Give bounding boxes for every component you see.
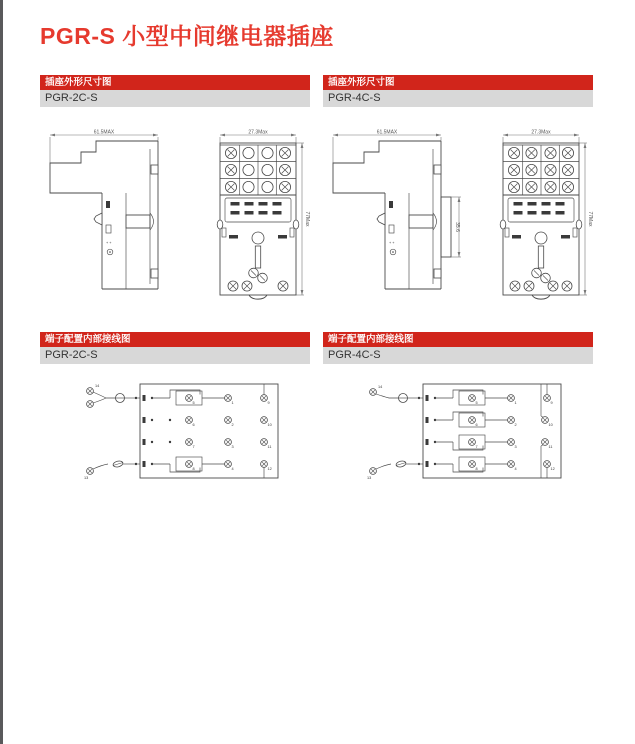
wiring-schematic-4c [367, 384, 561, 480]
wiring-svg-4c [323, 374, 593, 492]
wiring-diagram-4c [323, 374, 593, 504]
model-label-outline-left: PGR-2C-S [40, 90, 310, 107]
dim-overall-width: 61.5MAX [376, 129, 398, 136]
wiring-schematic-2c [84, 384, 278, 480]
svg-text:4: 4 [231, 467, 234, 471]
model-label-wiring-right: PGR-4C-S [323, 347, 593, 364]
svg-text:1: 1 [514, 401, 517, 405]
section-header-outline-left: 插座外形尺寸图 [40, 75, 310, 90]
dim-plug-depth: 35.6 [454, 222, 460, 232]
model-label-wiring-left: PGR-2C-S [40, 347, 310, 364]
svg-text:5: 5 [192, 401, 195, 405]
dim-overall-width: 61.5MAX [93, 129, 115, 136]
svg-text:8: 8 [192, 467, 195, 471]
column-pgr-2c-s [40, 75, 310, 504]
svg-text:2: 2 [231, 423, 234, 427]
svg-text:12: 12 [550, 467, 555, 471]
coil-terminal-14-label: 14 [95, 384, 100, 388]
svg-text:4: 4 [514, 467, 517, 471]
svg-text:7: 7 [475, 445, 478, 449]
svg-text:+ +: + + [106, 241, 112, 245]
svg-text:5: 5 [475, 401, 478, 405]
svg-text:9: 9 [267, 401, 270, 405]
svg-text:11: 11 [267, 445, 272, 449]
svg-text:6: 6 [475, 423, 478, 427]
wiring-svg-2c [40, 374, 310, 492]
svg-text:10: 10 [267, 423, 272, 427]
page-edge [0, 0, 3, 744]
svg-text:11: 11 [548, 445, 553, 449]
svg-text:1: 1 [231, 401, 234, 405]
section-header-outline-right: 插座外形尺寸图 [323, 75, 593, 90]
svg-text:3: 3 [514, 445, 517, 449]
model-label-outline-right: PGR-4C-S [323, 90, 593, 107]
datasheet-page [40, 0, 593, 504]
section-header-wiring-left: 端子配置内部接线图 [40, 332, 310, 347]
page-title: PGR-S 小型中间继电器插座 [40, 23, 334, 49]
front-view-2c [217, 130, 310, 300]
side-view-2c [50, 130, 158, 290]
outline-drawing-2c [40, 121, 310, 332]
wiring-diagram-2c [40, 374, 310, 504]
dim-front-width: 27.3Max [531, 129, 551, 136]
outline-drawing-4c [323, 121, 593, 332]
svg-text:8: 8 [475, 467, 478, 471]
coil-terminal-13-label: 13 [84, 476, 89, 480]
dim-front-height: 77Max [304, 211, 310, 227]
svg-text:7: 7 [192, 445, 195, 449]
column-pgr-4c-s [323, 75, 593, 504]
svg-text:3: 3 [231, 445, 234, 449]
outline-svg-2c [40, 121, 310, 303]
dim-front-height: 77Max [587, 211, 593, 227]
svg-text:2: 2 [514, 423, 517, 427]
coil-terminal-14-label: 14 [378, 385, 383, 389]
section-header-wiring-right: 端子配置内部接线图 [323, 332, 593, 347]
front-view-4c [500, 130, 593, 300]
svg-text:+ +: + + [389, 241, 395, 245]
svg-text:10: 10 [548, 423, 553, 427]
svg-text:12: 12 [267, 467, 272, 471]
side-view-4c [333, 130, 461, 290]
outline-svg-4c [323, 121, 593, 303]
coil-terminal-13-label: 13 [367, 476, 372, 480]
dim-front-width: 27.3Max [248, 129, 268, 136]
two-column-layout [40, 75, 593, 504]
svg-text:6: 6 [192, 423, 195, 427]
svg-text:9: 9 [550, 401, 553, 405]
